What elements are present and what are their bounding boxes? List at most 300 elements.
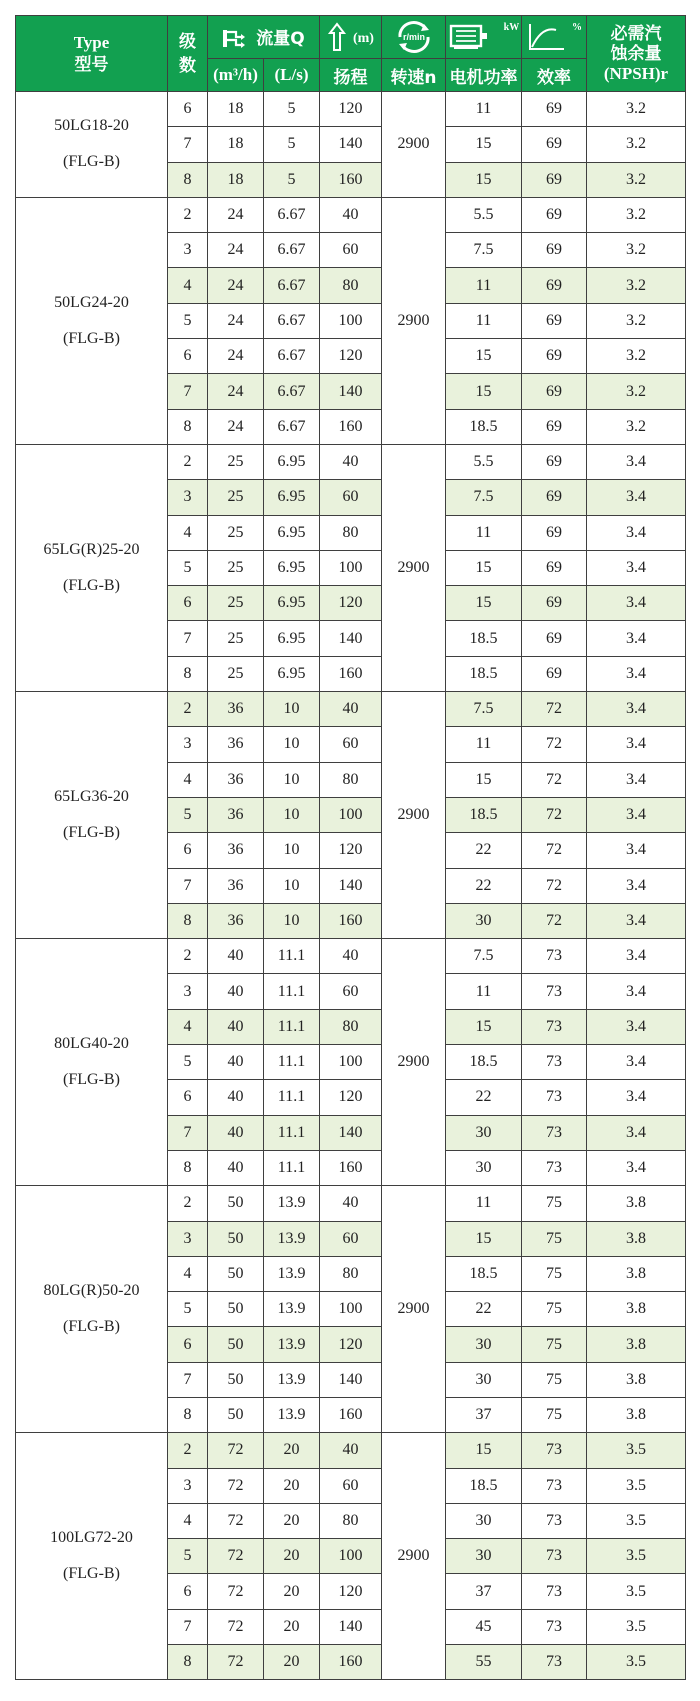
flow-m3h-cell: 36 (208, 797, 264, 832)
flow-ls-cell: 10 (264, 727, 320, 762)
npsh-cell: 3.8 (587, 1362, 686, 1397)
flow-ls-cell: 11.1 (264, 1150, 320, 1185)
efficiency-cell: 69 (522, 409, 587, 444)
head-cell: 60 (320, 233, 382, 268)
efficiency-cell: 69 (522, 621, 587, 656)
power-cell: 30 (446, 1150, 522, 1185)
stage-cell: 2 (168, 197, 208, 232)
stage-cell: 3 (168, 1221, 208, 1256)
flow-ls-cell: 10 (264, 868, 320, 903)
model-cell (16, 92, 168, 198)
power-cell: 11 (446, 974, 522, 1009)
stage-cell: 7 (168, 374, 208, 409)
speed-icon-text: r/min (402, 32, 425, 42)
model-cell (16, 692, 168, 939)
stage-cell: 3 (168, 233, 208, 268)
model-series: (FLG-B) (63, 577, 120, 594)
model-name: 50LG18-20 (54, 117, 129, 135)
head-cell: 100 (320, 1045, 382, 1080)
power-cell: 18.5 (446, 1256, 522, 1291)
efficiency-cell: 69 (522, 268, 587, 303)
header-power: 电机功率 (446, 59, 522, 92)
npsh-cell: 3.4 (587, 903, 686, 938)
npsh-cell: 3.5 (587, 1503, 686, 1538)
stage-cell: 4 (168, 1503, 208, 1538)
head-cell: 160 (320, 1150, 382, 1185)
power-cell: 15 (446, 550, 522, 585)
power-cell: 11 (446, 1186, 522, 1221)
stage-cell: 4 (168, 515, 208, 550)
power-cell: 22 (446, 1080, 522, 1115)
model-name: 80LG(R)50-20 (43, 1282, 140, 1300)
flow-m3h-cell: 18 (208, 127, 264, 162)
stage-cell: 3 (168, 480, 208, 515)
flow-m3h-cell: 40 (208, 1045, 264, 1080)
head-cell: 160 (320, 1397, 382, 1432)
head-cell: 60 (320, 480, 382, 515)
flow-ls-cell: 6.67 (264, 303, 320, 338)
flow-ls-cell: 11.1 (264, 1045, 320, 1080)
speed-cell: 2900 (382, 444, 446, 691)
efficiency-cell: 72 (522, 727, 587, 762)
speed-rotation-icon (394, 20, 434, 54)
power-cell: 45 (446, 1609, 522, 1644)
flow-m3h-cell: 25 (208, 444, 264, 479)
power-cell: 11 (446, 727, 522, 762)
flow-ls-cell: 6.95 (264, 656, 320, 691)
stage-cell: 8 (168, 656, 208, 691)
flow-ls-cell: 6.95 (264, 550, 320, 585)
model-name: 65LG(R)25-20 (43, 541, 140, 558)
speed-cell: 2900 (382, 939, 446, 1186)
flow-ls-cell: 6.95 (264, 515, 320, 550)
efficiency-cell: 73 (522, 939, 587, 974)
head-cell: 160 (320, 1645, 382, 1680)
efficiency-cell: 75 (522, 1397, 587, 1432)
stage-cell: 2 (168, 939, 208, 974)
flow-m3h-cell: 72 (208, 1574, 264, 1609)
flow-m3h-cell: 72 (208, 1609, 264, 1644)
npsh-cell: 3.2 (587, 92, 686, 127)
efficiency-cell: 69 (522, 586, 587, 621)
power-cell: 18.5 (446, 656, 522, 691)
power-cell: 15 (446, 1009, 522, 1044)
head-cell: 120 (320, 586, 382, 621)
header-npsh-line3: (NPSH)r (603, 63, 669, 83)
efficiency-cell: 73 (522, 1468, 587, 1503)
flow-m3h-cell: 40 (208, 974, 264, 1009)
stage-cell: 5 (168, 550, 208, 585)
head-cell: 160 (320, 656, 382, 691)
stage-cell: 4 (168, 762, 208, 797)
flow-ls-cell: 6.67 (264, 197, 320, 232)
flow-m3h-cell: 72 (208, 1645, 264, 1680)
flow-m3h-cell: 40 (208, 939, 264, 974)
efficiency-cell: 73 (522, 1080, 587, 1115)
power-cell: 7.5 (446, 480, 522, 515)
npsh-cell: 3.2 (587, 303, 686, 338)
table-header (16, 16, 686, 92)
stage-cell: 7 (168, 868, 208, 903)
efficiency-cell: 72 (522, 903, 587, 938)
npsh-cell: 3.4 (587, 692, 686, 727)
flow-ls-cell: 6.95 (264, 586, 320, 621)
stage-cell: 5 (168, 797, 208, 832)
flow-m3h-cell: 50 (208, 1397, 264, 1432)
model-name: 65LG36-20 (54, 788, 129, 806)
header-eff-unit: % (571, 22, 582, 33)
flow-ls-cell: 11.1 (264, 1115, 320, 1150)
efficiency-cell: 73 (522, 974, 587, 1009)
npsh-cell: 3.2 (587, 127, 686, 162)
npsh-cell: 3.4 (587, 586, 686, 621)
efficiency-cell: 73 (522, 1503, 587, 1538)
stage-cell: 7 (168, 1609, 208, 1644)
npsh-cell: 3.4 (587, 444, 686, 479)
stage-cell: 2 (168, 692, 208, 727)
model-series: (FLG-B) (63, 1318, 120, 1336)
efficiency-cell: 69 (522, 197, 587, 232)
model-name: 100LG72-20 (50, 1529, 133, 1547)
npsh-cell: 3.4 (587, 727, 686, 762)
stage-cell: 5 (168, 1045, 208, 1080)
flow-m3h-cell: 50 (208, 1256, 264, 1291)
npsh-cell: 3.4 (587, 515, 686, 550)
stage-cell: 7 (168, 621, 208, 656)
head-cell: 80 (320, 515, 382, 550)
head-cell: 120 (320, 1080, 382, 1115)
efficiency-cell: 69 (522, 127, 587, 162)
head-cell: 60 (320, 1468, 382, 1503)
flow-m3h-cell: 72 (208, 1468, 264, 1503)
power-cell: 22 (446, 868, 522, 903)
head-cell: 140 (320, 374, 382, 409)
head-cell: 140 (320, 868, 382, 903)
power-cell: 11 (446, 268, 522, 303)
power-cell: 22 (446, 1292, 522, 1327)
head-cell: 40 (320, 1433, 382, 1468)
head-cell: 140 (320, 127, 382, 162)
flow-ls-cell: 6.95 (264, 480, 320, 515)
efficiency-cell: 72 (522, 692, 587, 727)
npsh-cell: 3.8 (587, 1292, 686, 1327)
head-cell: 140 (320, 1609, 382, 1644)
header-head: 扬程 (320, 59, 382, 92)
stage-cell: 6 (168, 833, 208, 868)
npsh-cell: 3.4 (587, 974, 686, 1009)
npsh-cell: 3.5 (587, 1574, 686, 1609)
flow-m3h-cell: 36 (208, 692, 264, 727)
power-cell: 15 (446, 762, 522, 797)
power-cell: 30 (446, 1539, 522, 1574)
npsh-cell: 3.4 (587, 939, 686, 974)
power-cell: 22 (446, 833, 522, 868)
flow-m3h-cell: 40 (208, 1115, 264, 1150)
power-cell: 18.5 (446, 621, 522, 656)
stage-cell: 2 (168, 444, 208, 479)
flow-m3h-cell: 72 (208, 1539, 264, 1574)
head-cell: 60 (320, 974, 382, 1009)
header-npsh-line2: 蚀余量 (610, 43, 662, 64)
model-cell (16, 1433, 168, 1680)
power-cell: 7.5 (446, 233, 522, 268)
flow-m3h-cell: 24 (208, 303, 264, 338)
header-power-icon-cell (446, 16, 522, 59)
npsh-cell: 3.8 (587, 1186, 686, 1221)
flow-ls-cell: 10 (264, 833, 320, 868)
head-cell: 160 (320, 903, 382, 938)
model-cell (16, 197, 168, 444)
flow-m3h-cell: 50 (208, 1186, 264, 1221)
flow-m3h-cell: 72 (208, 1433, 264, 1468)
flow-ls-cell: 5 (264, 92, 320, 127)
power-cell: 30 (446, 1362, 522, 1397)
power-cell: 37 (446, 1574, 522, 1609)
head-cell: 40 (320, 197, 382, 232)
power-cell: 15 (446, 1433, 522, 1468)
efficiency-cell: 75 (522, 1292, 587, 1327)
header-stages-label: 级数 (179, 31, 196, 76)
flow-m3h-cell: 72 (208, 1503, 264, 1538)
head-cell: 40 (320, 692, 382, 727)
power-cell: 55 (446, 1645, 522, 1680)
flow-ls-cell: 13.9 (264, 1362, 320, 1397)
stage-cell: 6 (168, 92, 208, 127)
efficiency-cell: 73 (522, 1115, 587, 1150)
flow-ls-cell: 13.9 (264, 1186, 320, 1221)
flow-m3h-cell: 50 (208, 1362, 264, 1397)
head-cell: 60 (320, 1221, 382, 1256)
head-cell: 40 (320, 1186, 382, 1221)
npsh-cell: 3.8 (587, 1221, 686, 1256)
table-row (16, 444, 686, 479)
stage-cell: 8 (168, 1150, 208, 1185)
npsh-cell: 3.4 (587, 1115, 686, 1150)
power-cell: 15 (446, 339, 522, 374)
header-type-cn: 型号 (74, 54, 109, 75)
efficiency-cell: 73 (522, 1574, 587, 1609)
stage-cell: 8 (168, 1397, 208, 1432)
stage-cell: 6 (168, 1327, 208, 1362)
stage-cell: 2 (168, 1433, 208, 1468)
head-cell: 40 (320, 444, 382, 479)
power-cell: 18.5 (446, 1468, 522, 1503)
flow-ls-cell: 20 (264, 1645, 320, 1680)
model-name: 50LG24-20 (54, 293, 129, 311)
stage-cell: 6 (168, 1574, 208, 1609)
power-cell: 15 (446, 1221, 522, 1256)
speed-cell: 2900 (382, 692, 446, 939)
flow-m3h-cell: 24 (208, 233, 264, 268)
efficiency-cell: 69 (522, 339, 587, 374)
head-cell: 80 (320, 762, 382, 797)
flow-ls-cell: 20 (264, 1609, 320, 1644)
stage-cell: 8 (168, 162, 208, 197)
efficiency-cell: 72 (522, 833, 587, 868)
npsh-cell: 3.4 (587, 1045, 686, 1080)
power-cell: 5.5 (446, 444, 522, 479)
flow-m3h-cell: 25 (208, 586, 264, 621)
stage-cell: 6 (168, 339, 208, 374)
flow-m3h-cell: 50 (208, 1292, 264, 1327)
power-cell: 30 (446, 1327, 522, 1362)
speed-cell: 2900 (382, 1433, 446, 1680)
model-cell (16, 1186, 168, 1433)
stage-cell: 8 (168, 1645, 208, 1680)
efficiency-curve-icon (526, 22, 566, 52)
efficiency-cell: 73 (522, 1045, 587, 1080)
npsh-cell: 3.2 (587, 197, 686, 232)
header-type (16, 16, 168, 92)
efficiency-cell: 69 (522, 162, 587, 197)
efficiency-cell: 72 (522, 797, 587, 832)
efficiency-cell: 69 (522, 480, 587, 515)
efficiency-cell: 72 (522, 762, 587, 797)
flow-ls-cell: 20 (264, 1503, 320, 1538)
flow-ls-cell: 6.67 (264, 268, 320, 303)
npsh-cell: 3.4 (587, 1150, 686, 1185)
npsh-cell: 3.4 (587, 1080, 686, 1115)
npsh-cell: 3.2 (587, 162, 686, 197)
efficiency-cell: 69 (522, 92, 587, 127)
header-eff-icon-cell (522, 16, 587, 59)
npsh-cell: 3.2 (587, 409, 686, 444)
stage-cell: 7 (168, 1115, 208, 1150)
header-flow (208, 16, 320, 59)
npsh-cell: 3.4 (587, 621, 686, 656)
speed-cell: 2900 (382, 197, 446, 444)
header-head-unit: (m) (352, 31, 374, 46)
model-series: (FLG-B) (63, 1071, 120, 1089)
npsh-cell: 3.2 (587, 268, 686, 303)
flow-m3h-cell: 24 (208, 339, 264, 374)
flow-m3h-cell: 25 (208, 656, 264, 691)
efficiency-cell: 73 (522, 1539, 587, 1574)
efficiency-cell: 69 (522, 656, 587, 691)
model-name: 80LG40-20 (54, 1035, 129, 1053)
head-cell: 120 (320, 339, 382, 374)
flow-m3h-cell: 25 (208, 550, 264, 585)
npsh-cell: 3.5 (587, 1468, 686, 1503)
npsh-cell: 3.5 (587, 1609, 686, 1644)
table-row (16, 1433, 686, 1468)
npsh-cell: 3.4 (587, 480, 686, 515)
head-cell: 100 (320, 797, 382, 832)
efficiency-cell: 69 (522, 233, 587, 268)
head-cell: 80 (320, 1256, 382, 1291)
flow-ls-cell: 5 (264, 162, 320, 197)
flow-ls-cell: 13.9 (264, 1256, 320, 1291)
head-cell: 120 (320, 1327, 382, 1362)
head-cell: 100 (320, 550, 382, 585)
table-row (16, 939, 686, 974)
flow-m3h-cell: 36 (208, 762, 264, 797)
stage-cell: 3 (168, 727, 208, 762)
npsh-cell: 3.4 (587, 1009, 686, 1044)
efficiency-cell: 69 (522, 444, 587, 479)
flow-ls-cell: 13.9 (264, 1292, 320, 1327)
model-series: (FLG-B) (63, 329, 120, 347)
head-cell: 100 (320, 1292, 382, 1327)
efficiency-cell: 73 (522, 1609, 587, 1644)
head-cell: 100 (320, 1539, 382, 1574)
head-cell: 140 (320, 1362, 382, 1397)
efficiency-cell: 69 (522, 303, 587, 338)
flow-ls-cell: 11.1 (264, 1009, 320, 1044)
stage-cell: 5 (168, 1292, 208, 1327)
head-cell: 40 (320, 939, 382, 974)
flow-ls-cell: 11.1 (264, 1080, 320, 1115)
header-flow-label: 流量Q (256, 29, 305, 49)
efficiency-cell: 69 (522, 374, 587, 409)
flow-ls-cell: 6.95 (264, 444, 320, 479)
flow-m3h-cell: 24 (208, 197, 264, 232)
table-body (16, 92, 686, 1680)
efficiency-cell: 73 (522, 1433, 587, 1468)
power-cell: 30 (446, 1503, 522, 1538)
power-cell: 7.5 (446, 939, 522, 974)
npsh-cell: 3.4 (587, 550, 686, 585)
npsh-cell: 3.8 (587, 1397, 686, 1432)
npsh-cell: 3.5 (587, 1539, 686, 1574)
flow-ls-cell: 6.67 (264, 409, 320, 444)
flow-ls-cell: 6.67 (264, 339, 320, 374)
efficiency-cell: 75 (522, 1221, 587, 1256)
flow-m3h-cell: 25 (208, 621, 264, 656)
flow-m3h-cell: 36 (208, 833, 264, 868)
head-cell: 80 (320, 1009, 382, 1044)
npsh-cell: 3.2 (587, 374, 686, 409)
power-cell: 15 (446, 374, 522, 409)
model-series: (FLG-B) (63, 153, 120, 171)
efficiency-cell: 75 (522, 1362, 587, 1397)
stage-cell: 3 (168, 1468, 208, 1503)
header-type-en: Type (73, 32, 110, 52)
header-head-icon-cell (320, 16, 382, 59)
header-power-unit: kW (503, 22, 520, 33)
flow-ls-cell: 6.67 (264, 233, 320, 268)
power-cell: 18.5 (446, 1045, 522, 1080)
head-arrow-icon (327, 22, 347, 52)
power-cell: 7.5 (446, 692, 522, 727)
stage-cell: 6 (168, 586, 208, 621)
efficiency-cell: 73 (522, 1009, 587, 1044)
power-cell: 37 (446, 1397, 522, 1432)
pump-spec-table-container (15, 15, 685, 1680)
npsh-cell: 3.2 (587, 339, 686, 374)
model-cell (16, 444, 168, 691)
flow-ls-cell: 11.1 (264, 939, 320, 974)
npsh-cell: 3.4 (587, 656, 686, 691)
model-series: (FLG-B) (63, 824, 120, 842)
head-cell: 140 (320, 621, 382, 656)
header-npsh (587, 16, 686, 92)
npsh-cell: 3.2 (587, 233, 686, 268)
flow-icon (222, 28, 250, 50)
head-cell: 160 (320, 162, 382, 197)
power-cell: 5.5 (446, 197, 522, 232)
efficiency-cell: 69 (522, 550, 587, 585)
flow-ls-cell: 13.9 (264, 1327, 320, 1362)
efficiency-cell: 75 (522, 1256, 587, 1291)
stage-cell: 4 (168, 1009, 208, 1044)
flow-m3h-cell: 24 (208, 374, 264, 409)
power-cell: 11 (446, 92, 522, 127)
flow-m3h-cell: 36 (208, 868, 264, 903)
flow-ls-cell: 20 (264, 1539, 320, 1574)
efficiency-cell: 73 (522, 1150, 587, 1185)
head-cell: 80 (320, 1503, 382, 1538)
